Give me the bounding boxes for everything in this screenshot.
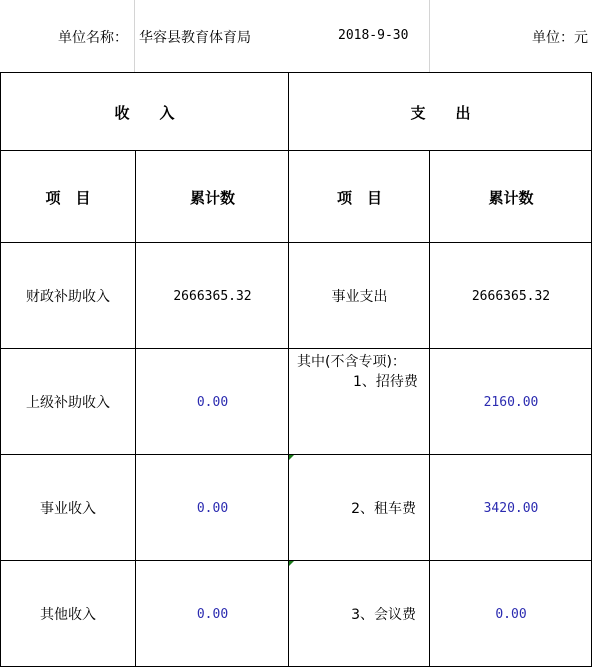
grid-line-v	[0, 72, 1, 667]
grid-line-h	[0, 454, 592, 455]
expense-note-line-1: 其中(不含专项)：	[297, 354, 406, 370]
income-item-fiscal-subsidy: 财政补助收入	[26, 289, 110, 305]
expense-value-meeting: 0.00	[495, 606, 527, 622]
income-item-superior-subsidy: 上级补助收入	[26, 395, 110, 411]
currency-unit-text: 单位：元	[532, 29, 588, 46]
grid-line-h	[0, 242, 592, 243]
unit-name-label-text: 单位名称：	[58, 29, 128, 46]
grid-line-v	[288, 72, 289, 667]
income-value-superior-subsidy: 0.00	[196, 394, 229, 410]
income-item-business-income: 事业收入	[40, 501, 96, 517]
income-value-other-income: 0.00	[196, 606, 229, 622]
expense-section-title: 支 出	[410, 103, 471, 122]
grid-line-h	[0, 348, 592, 349]
expense-item-business: 事业支出	[331, 289, 388, 305]
income-value-fiscal-subsidy: 2666365.32	[173, 288, 252, 304]
expense-note-line-2: 1、招待费	[353, 374, 418, 390]
expense-value-car-rental: 3420.00	[483, 500, 539, 516]
income-section-title: 收 入	[114, 103, 175, 122]
unit-name-label	[0, 0, 135, 73]
expense-item-header: 项 目	[336, 188, 382, 207]
grid-line-v	[429, 150, 430, 667]
income-total-header: 累计数	[189, 188, 235, 207]
grid-line-h	[0, 150, 592, 151]
grid-line-h	[0, 560, 592, 561]
income-item-header: 项 目	[45, 188, 91, 207]
expense-value-business: 2666365.32	[471, 288, 551, 304]
income-item-other-income: 其他收入	[40, 607, 96, 623]
expense-item-car-rental: 2、租车费	[351, 501, 416, 517]
unit-name-value: 华容县教育体育局	[139, 29, 251, 46]
currency-unit	[430, 0, 592, 73]
expense-note-cell	[289, 349, 430, 455]
expense-total-header: 累计数	[488, 188, 534, 207]
income-value-business-income: 0.00	[196, 500, 229, 516]
cell-comment-indicator	[289, 561, 294, 566]
unit-name-area	[135, 0, 430, 73]
grid-line-v	[135, 150, 136, 667]
cell-comment-indicator	[289, 455, 294, 460]
expense-value-hospitality: 2160.00	[483, 394, 539, 410]
grid-line-h	[0, 72, 592, 73]
expense-item-meeting: 3、会议费	[351, 607, 416, 623]
report-date: 2018-9-30	[338, 28, 409, 43]
